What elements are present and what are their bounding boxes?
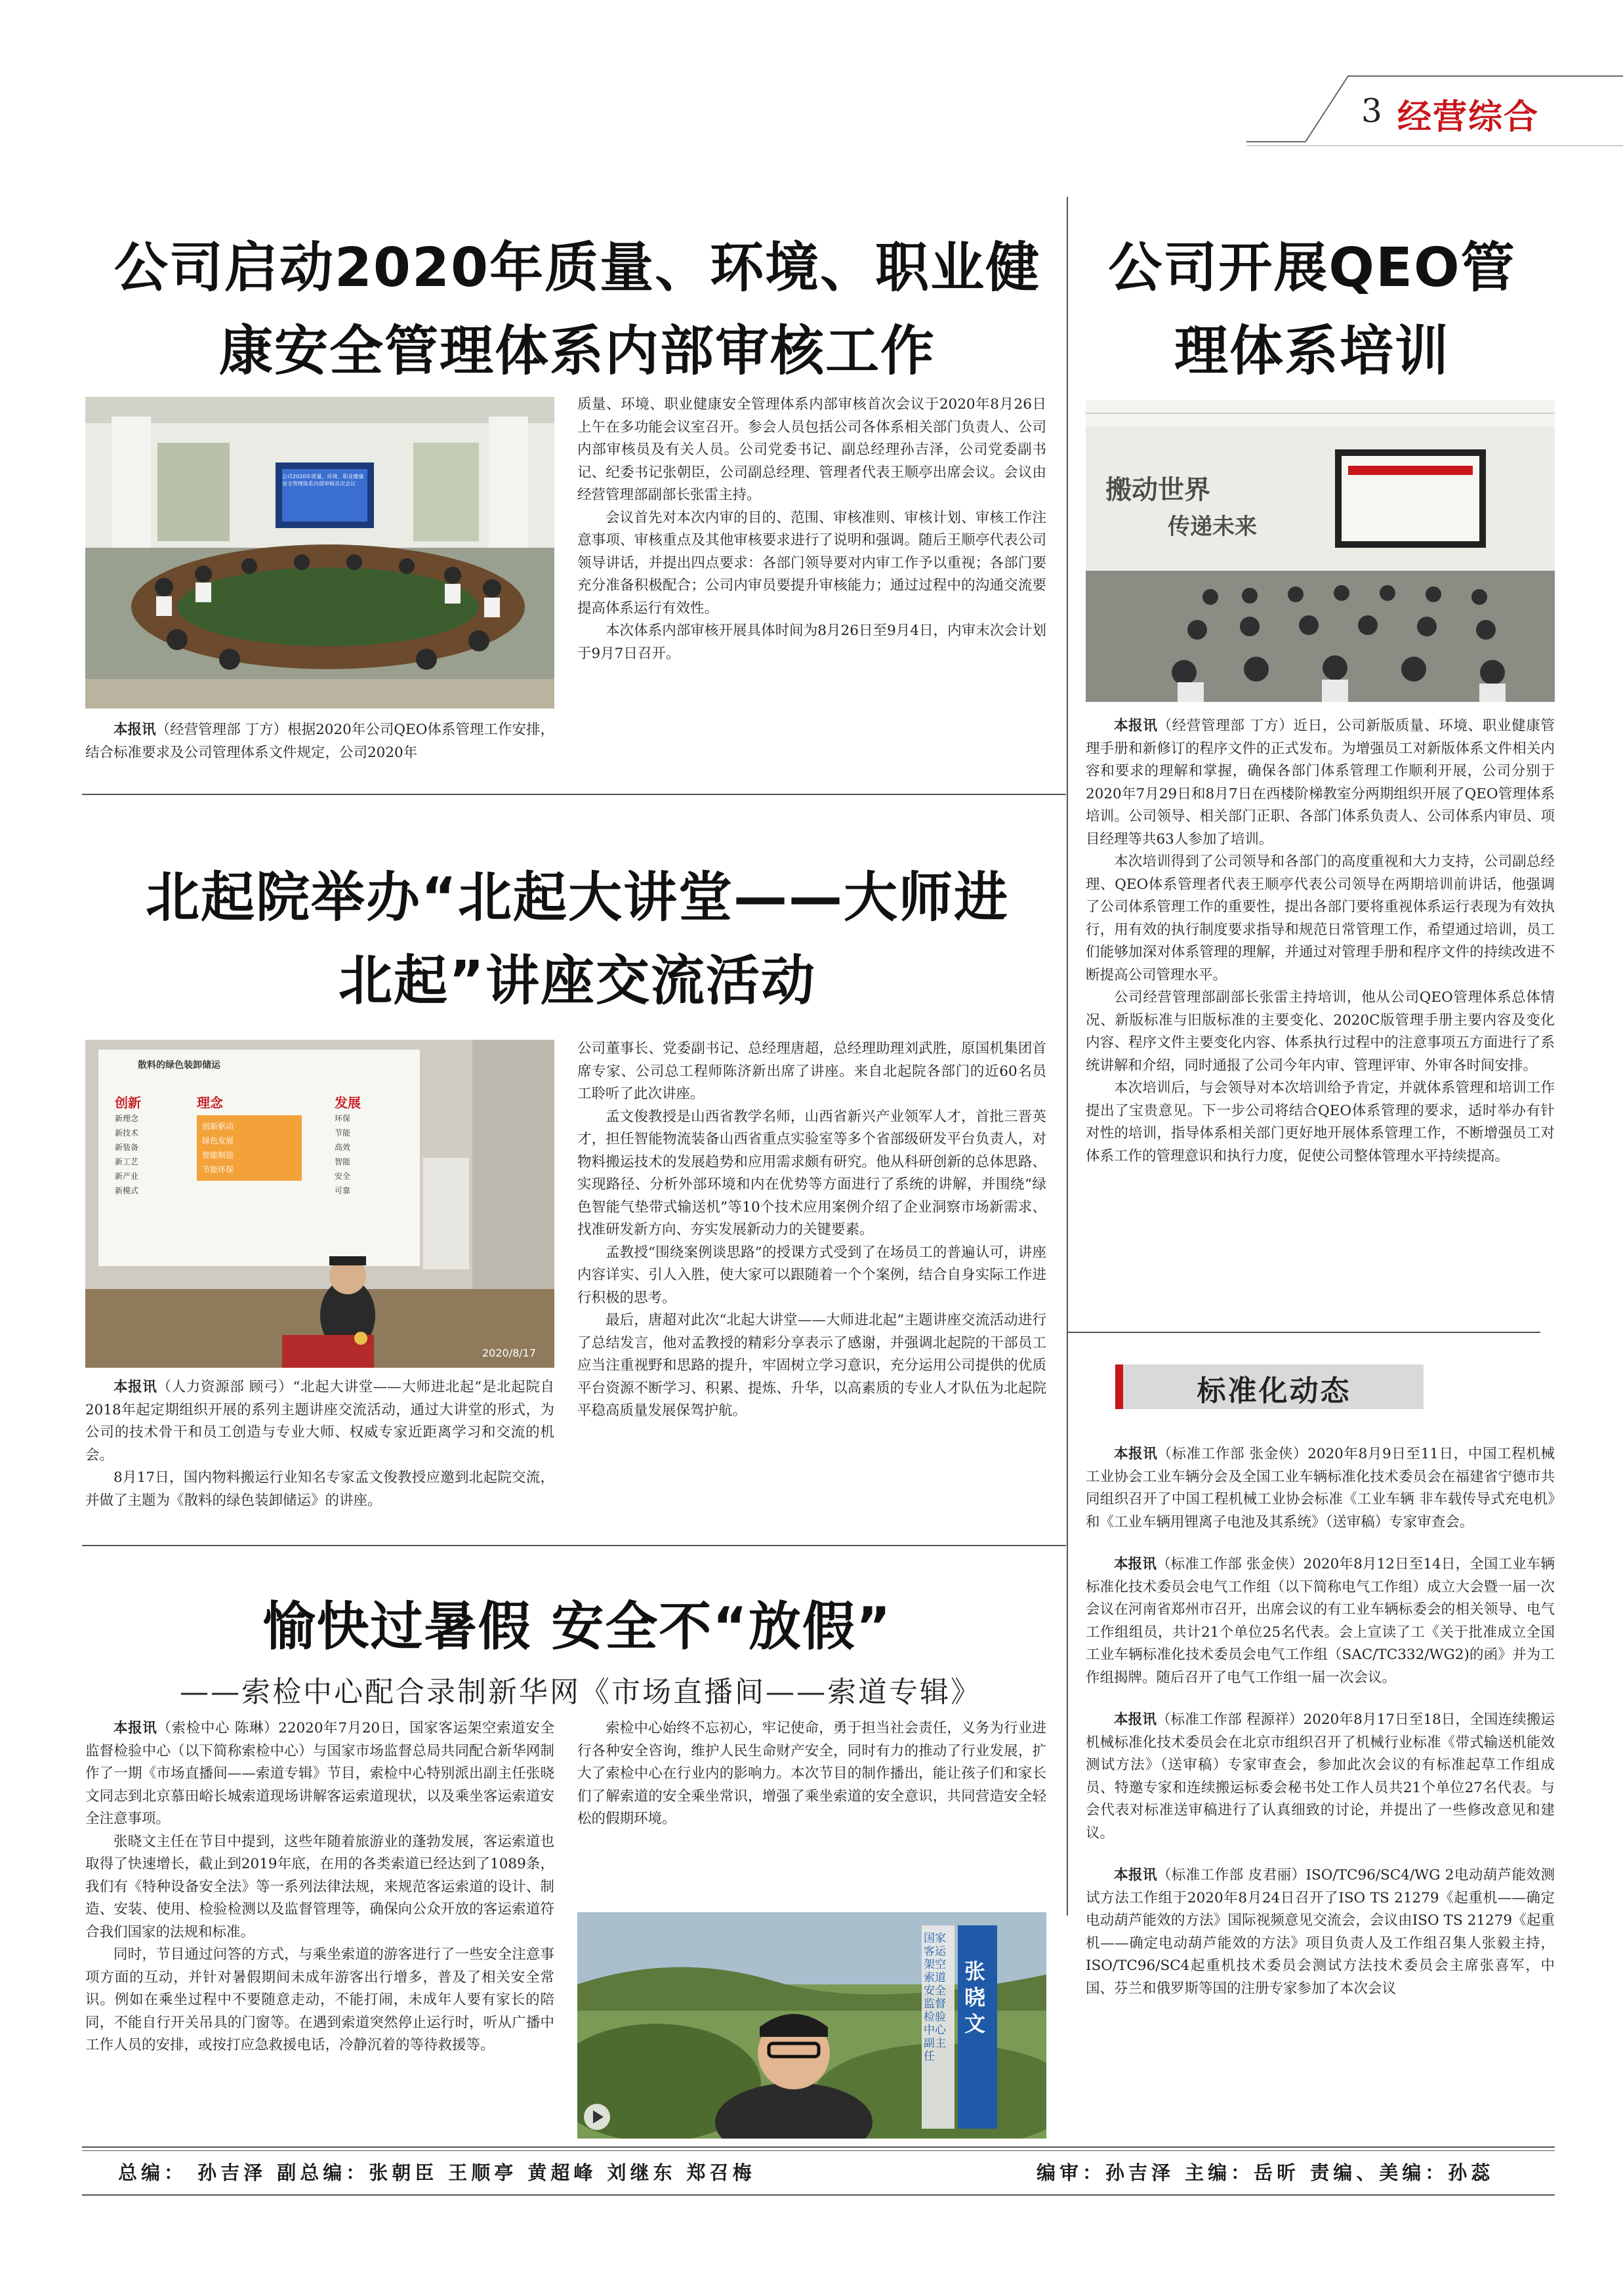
qeo-headline-line1: 公司开展QEO管 <box>1108 237 1516 299</box>
standards-item2: （标准工作部 张金侠）2020年8月12日至14日，全国工业车辆标准化技术委员会电气工作组（以下简称电气工作组）成立大会暨一届一次会议在河南省郑州市召开，出席会议的有工业车辆标委会的相关领导、电气工作组组员，共计21个单位25名代表。会上宣读了工《关于批准成立全国工业车辆标准化技术委员会电气工作组（SAC/TC332/WG2)的函》并为工作组揭牌。随后召开了电气工作组一届一次会议。 <box>1086 1556 1555 1686</box>
standards-section-title: 标准化动态 <box>1197 1374 1351 1408</box>
lecture-para1: 公司董事长、党委副书记、总经理唐超，总经理助理刘武胜，原国机集团首席专家、公司总工程师陈济新出席了讲座。来自北起院各部门的近60名员工聆听了此次讲座。 <box>577 1040 1046 1102</box>
lecture-slide-col3 <box>335 1092 394 1198</box>
lecture-slide-col2-title: 理念 <box>197 1095 223 1111</box>
lecture-slide-col1-title: 创新 <box>115 1095 141 1111</box>
slide-item: 安全 <box>335 1172 351 1181</box>
audit-caption-text: （经营管理部 丁方）根据2020年公司QEO体系管理工作安排，结合标准要求及公司管理体系文件规定，公司2020年 <box>85 722 554 761</box>
video-play-icon[interactable] <box>584 2104 610 2130</box>
standards-item2-tag: 本报讯 <box>1114 1556 1157 1572</box>
lecture-photo-date: 2020/8/17 <box>482 1347 537 1359</box>
audit-meeting-photo <box>85 397 554 708</box>
divider-audit-lecture <box>82 794 1066 795</box>
audit-para3: 本次体系内部审核开展具体时间为8月26日至9月4日，内审末次会计划于9月7日召开。 <box>577 623 1046 662</box>
safety-interview-photo <box>577 1912 1046 2139</box>
audit-photo-screen-text: 公司2020年质量、环境、职业健康安全管理体系内部审核首次会议 <box>282 474 364 487</box>
slide-item: 智能制造 <box>202 1151 234 1160</box>
safety-photo-name: 张晓文 <box>964 1959 986 2036</box>
audit-caption-tag: 本报讯 <box>113 722 156 738</box>
slide-item: 高效 <box>335 1143 351 1152</box>
qeo-wall-text-1: 搬动世界 <box>1105 474 1210 505</box>
lecture-slide-col2 <box>197 1092 302 1181</box>
slide-item: 新模式 <box>115 1186 139 1195</box>
lecture-caption-text: （人力资源部 顾弓）“北起大讲堂——大师进北起”是北起院自2018年起定期组织开展的系列主题讲座交流活动，通过大讲堂的形式，为公司的技术骨干和员工创造与专业大师、权威专家近距离学习和交流的机会。 <box>85 1379 554 1464</box>
audit-caption <box>85 719 554 764</box>
lecture-body <box>577 1038 1046 1423</box>
safety-col1-para3: 同时，节目通过问答的方式，与乘坐索道的游客进行了一些安全注意事项方面的互动，并针对暑假期间未成年游客出行增多，普及了相关安全常识。例如在乘坐过程中不要随意走动，不能打闹，未成年人要有家长的陪同，不能自行开关吊具的门窗等。在遇到索道突然停止运行时，听从广播中工作人员的安排，或按打应急救援电话，冷静沉着的等待救援等。 <box>85 1946 554 2053</box>
slide-item: 节能 <box>335 1128 351 1138</box>
qeo-headline-line2: 理体系培训 <box>1174 320 1450 382</box>
lecture-slide-title: 散料的绿色装卸储运 <box>138 1060 220 1071</box>
slide-item: 新产业 <box>115 1172 139 1181</box>
slide-item: 新技术 <box>115 1128 139 1138</box>
lecture-slide-col1-items <box>115 1111 167 1198</box>
divider-qeo-standards <box>1068 1332 1540 1333</box>
qeo-para4: 本次培训后，与会领导对本次培训给予肯定，并就体系管理和培训工作提出了宝贵意见。下一步公司将结合QEO体系管理的要求，适时举办有针对性的培训，指导体系相关部门更好地开展体系管理工作，不断增强员工对体系工作的管理意识和执行力度，促使公司整体管理水平持续提高。 <box>1086 1080 1555 1164</box>
lecture-slide-col3-title: 发展 <box>335 1095 361 1111</box>
safety-col1-para1: （索检中心 陈琳）22020年7月20日，国家客运架空索道安全监督检验中心（以下简称索检中心）与国家市场监督总局共同配合新华网制作了一期《市场直播间——索道专辑》节目，索检中心特别派出副主任张晓文同志到北京慕田峪长城索道现场讲解客运索道现状，以及乘坐客运索道安全注意事项。 <box>85 1720 554 1827</box>
safety-subheadline: ——索检中心配合录制新华网《市场直播间——索道专辑》 <box>180 1675 981 1709</box>
slide-item: 可靠 <box>335 1186 351 1195</box>
section-title: 经营综合 <box>1397 98 1540 137</box>
slide-item: 环保 <box>335 1114 351 1123</box>
standards-item4-tag: 本报讯 <box>1114 1867 1157 1883</box>
footer-rule-top-2 <box>82 2150 1555 2151</box>
lecture-headline-line2: 北起”讲座交流活动 <box>339 950 816 1012</box>
slide-item: 新理念 <box>115 1114 139 1123</box>
qeo-caption-tag: 本报讯 <box>1114 718 1158 734</box>
standards-item3: （标准工作部 程源祥）2020年8月17日至18日，全国连续搬运机械标准化技术委员会在北京市组织召开了机械行业标准《带式输送机能效测试方法》（送审稿）专家审查会，参加此次会议的有标准起草工作组成员、特邀专家和连续搬运标委会秘书处工作人员共21个单位27名代表。与会代表对标准送审稿进行了认真细致的讨论，并提出了一些修改意见和建议。 <box>1086 1712 1555 1841</box>
slide-item: 智能 <box>335 1157 351 1166</box>
lecture-para3: 孟教授“围绕案例谈思路”的授课方式受到了在场员工的普遍认可，讲座内容详实、引人入胜，使大家可以跟随着一个个案例，结合自身实际工作进行积极的思考。 <box>577 1244 1046 1306</box>
footer-rule-bottom <box>82 2194 1555 2196</box>
safety-headline: 愉快过暑假 安全不“放假” <box>262 1596 892 1657</box>
audit-body <box>577 394 1046 665</box>
audit-para2: 会议首先对本次内审的目的、范围、审核准则、审核计划、审核工作注意事项、审核重点及其他审核要求进行了说明和强调。随后王顺亭代表公司领导讲话，并提出四点要求：各部门领导要对内审工作予以重视；各部门要充分准备积极配合；公司内审员要提升审核能力；通过过程中的沟通交流要提高体系运行有效性。 <box>577 509 1046 617</box>
safety-col2-para1: 索检中心始终不忘初心，牢记使命，勇于担当社会责任，义务为行业进行各种安全咨询，维护人民生命财产安全，同时有力的推动了行业发展，扩大了索检中心在行业内的影响力。本次节目的制作播出，能让孩子们和家长们了解索道的安全乘坐常识，增强了乘坐索道的安全意识，共同营造安全轻松的假期环境。 <box>577 1720 1046 1827</box>
lecture-caption-tag: 本报讯 <box>113 1379 157 1395</box>
safety-caption-tag: 本报讯 <box>113 1720 157 1736</box>
lecture-para2: 孟文俊教授是山西省教学名师，山西省新兴产业领军人才，首批三晋英才，担任智能物流装备山西省重点实验室等多个省部级研发平台负责人，对物料搬运技术的发展趋势和应用需求颇有研究。他从科研创新的总体思路、实现路径、分析外部环境和内在优势等方面进行了系统的讲解，并围绕“绿色智能气垫带式输送机”等10个技术应用案例介绍了企业洞察市场新需求、找准研发新方向、夯实发展新动力的关键要素。 <box>577 1108 1046 1238</box>
audit-headline-line1: 公司启动2020年质量、环境、职业健 <box>113 237 1041 299</box>
standards-item4: （标准工作部 皮君丽）ISO/TC96/SC4/WG 2电动葫芦能效测试方法工作组于2020年8月24日召开了ISO TS 21279《起重机——确定电动葫芦能效的方法》国际视频意见交流会，会议由ISO TS 21279《起重机——确定电动葫芦能效的方法》项目负责人及工作组召集人张毅主持，ISO/TC96/SC4起重机技术委员会测试方法技术委员会主席张喜军，中国、芬兰和俄罗斯等国的注册专家参加了本次会议 <box>1086 1867 1555 1997</box>
slide-item: 绿色发展 <box>202 1136 234 1145</box>
lecture-slide-col3-items <box>335 1111 394 1198</box>
page-number: 3 <box>1361 92 1382 130</box>
footer-rule-top <box>82 2146 1555 2148</box>
safety-col2 <box>577 1717 1046 1831</box>
qeo-wall-text-2: 传递未来 <box>1168 514 1257 540</box>
standards-body <box>1086 1443 1555 2000</box>
slide-item: 节能环保 <box>202 1165 234 1174</box>
standards-label-accent <box>1115 1364 1123 1409</box>
qeo-body <box>1086 715 1555 1168</box>
qeo-training-photo <box>1086 400 1555 702</box>
lecture-photo <box>85 1040 554 1368</box>
slide-item: 新装备 <box>115 1143 139 1152</box>
lecture-caption <box>85 1376 554 1512</box>
standards-item3-tag: 本报讯 <box>1114 1712 1157 1728</box>
slide-item: 创新驱动 <box>202 1122 234 1131</box>
qeo-para2: 本次培训得到了公司领导和各部门的高度重视和大力支持，公司副总经理、QEO体系管理者代表王顺亭代表公司领导在两期培训前讲话，他强调了公司体系管理工作的重要性，提出各部门要将重视体系运行表现为有效执行，用有效的执行制度要求指导和规范日常管理工作，希望通过培训，员工们能够加深对体系管理的理解，并通过对管理手册和程序文件的持续改进不断提高公司管理水平。 <box>1086 853 1555 983</box>
lecture-para4: 最后，唐超对此次“北起大讲堂——大师进北起”主题讲座交流活动进行了总结发言，他对孟教授的精彩分享表示了感谢，并强调北起院的干部员工应当注重视野和思路的提升，牢固树立学习意识，充分运用公司提供的优质平台资源不断学习、积累、提炼、升华，以高素质的专业人才队伍为北起院平稳高质量发展保驾护航。 <box>577 1312 1046 1419</box>
lecture-caption-para2: 8月17日，国内物料搬运行业知名专家孟文俊教授应邀到北起院交流，并做了主题为《散料的绿色装卸储运》的讲座。 <box>85 1469 554 1509</box>
lecture-slide-col1 <box>115 1092 167 1198</box>
standards-item1-tag: 本报讯 <box>1114 1446 1158 1462</box>
divider-lecture-safety <box>82 1545 1066 1546</box>
qeo-para3: 公司经营管理部副部长张雷主持培训，他从公司QEO管理体系总体情况、新版标准与旧版标准的主要变化、2020C版管理手册主要内容及变化内容、程序文件主要变化内容、体系执行过程中的注意事项五方面进行了系统讲解和介绍，同时通报了公司今年内审、管理评审、外审各时间安排。 <box>1086 989 1555 1074</box>
lecture-slide-col2-box <box>197 1115 302 1181</box>
footer-left-credits: 总编： 孙吉泽 副总编：张朝臣 王顺亭 黄超峰 刘继东 郑召梅 <box>118 2162 756 2184</box>
lecture-headline-line1: 北起院举办“北起大讲堂——大师进 <box>146 867 1009 929</box>
standards-item1: （标准工作部 张金侠）2020年8月9日至11日，中国工程机械工业协会工业车辆分会及全国工业车辆标准化技术委员会在福建省宁德市共同组织召开了中国工程机械工业协会标准《工业车辆 非车载传导式充电机》和《工业车辆用锂离子电池及其系统》（送审稿）专家审查会。 <box>1086 1446 1555 1530</box>
audit-para1: 质量、环境、职业健康安全管理体系内部审核首次会议于2020年8月26日上午在多功能会议室召开。参会人员包括公司各体系相关部门负责人、公司内部审核员及有关人员。公司党委书记、副总经理孙吉泽，公司党委副书记、纪委书记张朝臣，公司副总经理、管理者代表王顺亭出席会议。会议由经营管理部副部长张雷主持。 <box>577 396 1046 503</box>
qeo-para1: （经营管理部 丁方）近日，公司新版质量、环境、职业健康管理手册和新修订的程序文件的正式发布。为增强员工对新版体系文件相关内容和要求的理解和掌握，确保各部门体系管理工作顺利开展，公司分别于2020年7月29日和8月7日在西楼阶梯教室分两期组织开展了QEO管理体系培训。公司领导、相关部门正职、各部门体系负责人、公司体系内审员、项目经理等共63人参加了培训。 <box>1086 718 1555 848</box>
slide-item: 新工艺 <box>115 1157 139 1166</box>
safety-col1 <box>85 1717 554 2057</box>
footer-right-credits: 编审：孙吉泽 主编：岳昕 责编、美编：孙蕊 <box>1037 2162 1494 2184</box>
audit-headline-line2: 康安全管理体系内部审核工作 <box>218 320 935 382</box>
safety-col1-para2: 张晓文主任在节目中提到，这些年随着旅游业的蓬勃发展，客运索道也取得了快速增长，截止到2019年底，在用的各类索道已经达到了1089条，我们有《特种设备安全法》等一系列法律法规，来规范客运索道的设计、制造、安装、使用、检验检测以及监督管理等，确保向公众开放的客运索道符合我们国家的法规和标准。 <box>85 1833 554 1940</box>
safety-photo-banner: 国家客运架空索道安全监督检验中心副主任 <box>924 1932 946 2063</box>
